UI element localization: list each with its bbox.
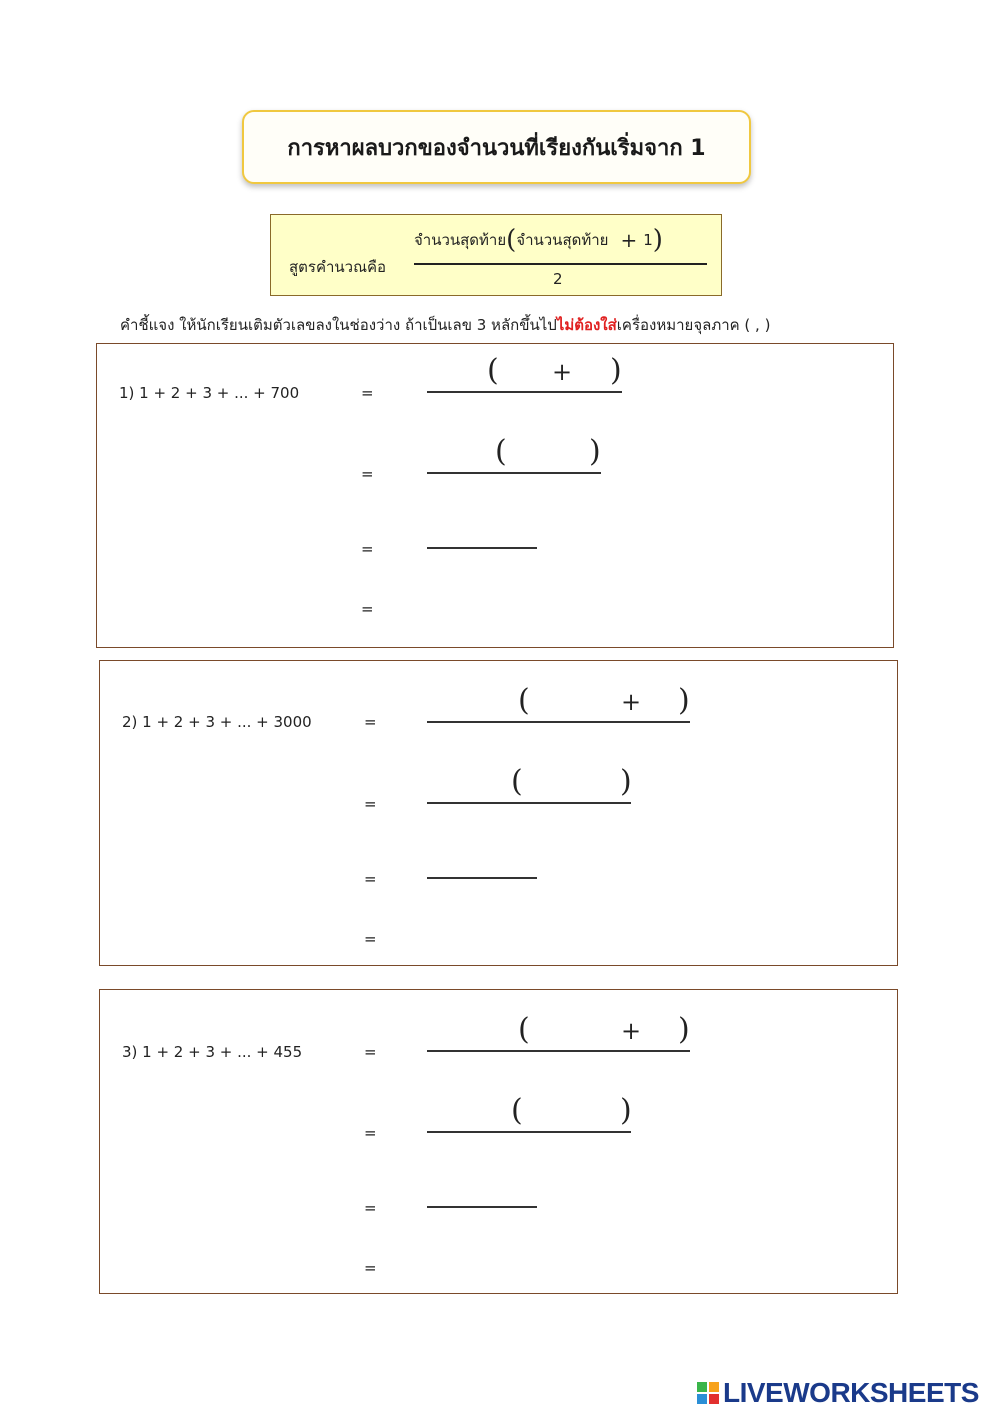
- problem-3-answer-line-1[interactable]: [427, 1050, 690, 1052]
- problem-1-plus: +: [552, 358, 573, 386]
- instruction-suffix: เครื่องหมายจุลภาค ( , ): [616, 316, 771, 334]
- problem-2-answer-line-1[interactable]: [427, 721, 690, 723]
- problem-3-eq-2: =: [364, 1124, 377, 1142]
- liveworksheets-logo: [697, 1377, 979, 1409]
- problem-1-answer-line-3[interactable]: [427, 547, 537, 549]
- problem-1-close-paren-1: ): [610, 353, 622, 388]
- problem-2-plus: +: [621, 688, 642, 716]
- problem-2-eq-4: =: [364, 930, 377, 948]
- formula-open-paren: (: [506, 225, 517, 255]
- formula-term-last-2: จำนวนสุดท้าย: [516, 231, 609, 249]
- problem-3-open-paren-2: (: [511, 1093, 523, 1128]
- logo-square-3: [697, 1394, 707, 1404]
- instruction-prefix: คำชี้แจง ให้นักเรียนเติมตัวเลขลงในช่องว่าง ถ้าเป็นเลข 3 หลักขึ้นไป: [120, 316, 557, 334]
- problem-1-eq-1: =: [361, 384, 374, 402]
- page-title: การหาผลบวกของจำนวนที่เรียงกันเริ่มจาก 1: [287, 135, 706, 161]
- logo-square-4: [709, 1394, 719, 1404]
- formula-plus: +: [620, 228, 638, 252]
- problem-2-answer-line-2[interactable]: [427, 802, 631, 804]
- formula-fraction-line: [414, 263, 707, 265]
- problem-2-eq-1: =: [364, 713, 377, 731]
- logo-mark-icon: [697, 1382, 719, 1404]
- formula-one: 1: [643, 231, 653, 249]
- problem-2-eq-2: =: [364, 795, 377, 813]
- problem-1-eq-4: =: [361, 600, 374, 618]
- problem-3-eq-1: =: [364, 1043, 377, 1061]
- problem-3-answer-line-2[interactable]: [427, 1131, 631, 1133]
- problem-3-eq-4: =: [364, 1259, 377, 1277]
- problem-1-eq-2: =: [361, 465, 374, 483]
- formula-box: [270, 214, 722, 296]
- problem-2-open-paren-2: (: [511, 764, 523, 799]
- problem-3-answer-line-3[interactable]: [427, 1206, 537, 1208]
- instruction-warning: ไม่ต้องใส่: [556, 316, 617, 334]
- problem-3-close-paren-1: ): [678, 1012, 690, 1047]
- problem-3-open-paren-1: (: [518, 1012, 530, 1047]
- problem-1-eq-3: =: [361, 540, 374, 558]
- problem-1-open-paren-2: (: [495, 434, 507, 469]
- problem-3-close-paren-2: ): [620, 1093, 632, 1128]
- problem-1-box: [96, 343, 894, 648]
- problem-2-answer-line-3[interactable]: [427, 877, 537, 879]
- problem-2-box: [99, 660, 898, 966]
- logo-square-2: [709, 1382, 719, 1392]
- problem-2-open-paren-1: (: [518, 683, 530, 718]
- problem-1-expression: 1) 1 + 2 + 3 + ... + 700: [119, 384, 300, 402]
- problem-1-answer-line-2[interactable]: [427, 472, 601, 474]
- logo-text: LIVEWORKSHEETS: [723, 1377, 979, 1408]
- formula-close-paren: ): [652, 225, 663, 255]
- problem-1-close-paren-2: ): [589, 434, 601, 469]
- logo-square-1: [697, 1382, 707, 1392]
- formula-term-last: จำนวนสุดท้าย: [414, 231, 507, 249]
- problem-1-answer-line-1[interactable]: [427, 391, 622, 393]
- problem-2-expression: 2) 1 + 2 + 3 + ... + 3000: [122, 713, 312, 731]
- problem-3-box: [99, 989, 898, 1294]
- formula-numerator: [414, 227, 663, 253]
- instruction: [120, 313, 770, 337]
- problem-2-close-paren-2: ): [620, 764, 632, 799]
- problem-3-eq-3: =: [364, 1199, 377, 1217]
- problem-2-eq-3: =: [364, 870, 377, 888]
- problem-3-expression: 3) 1 + 2 + 3 + ... + 455: [122, 1043, 303, 1061]
- formula-denominator: 2: [553, 270, 563, 288]
- problem-2-close-paren-1: ): [678, 683, 690, 718]
- problem-1-open-paren-1: (: [487, 353, 499, 388]
- problem-3-plus: +: [621, 1017, 642, 1045]
- formula-label: สูตรคำนวณคือ: [289, 258, 387, 276]
- title-box: [242, 110, 751, 184]
